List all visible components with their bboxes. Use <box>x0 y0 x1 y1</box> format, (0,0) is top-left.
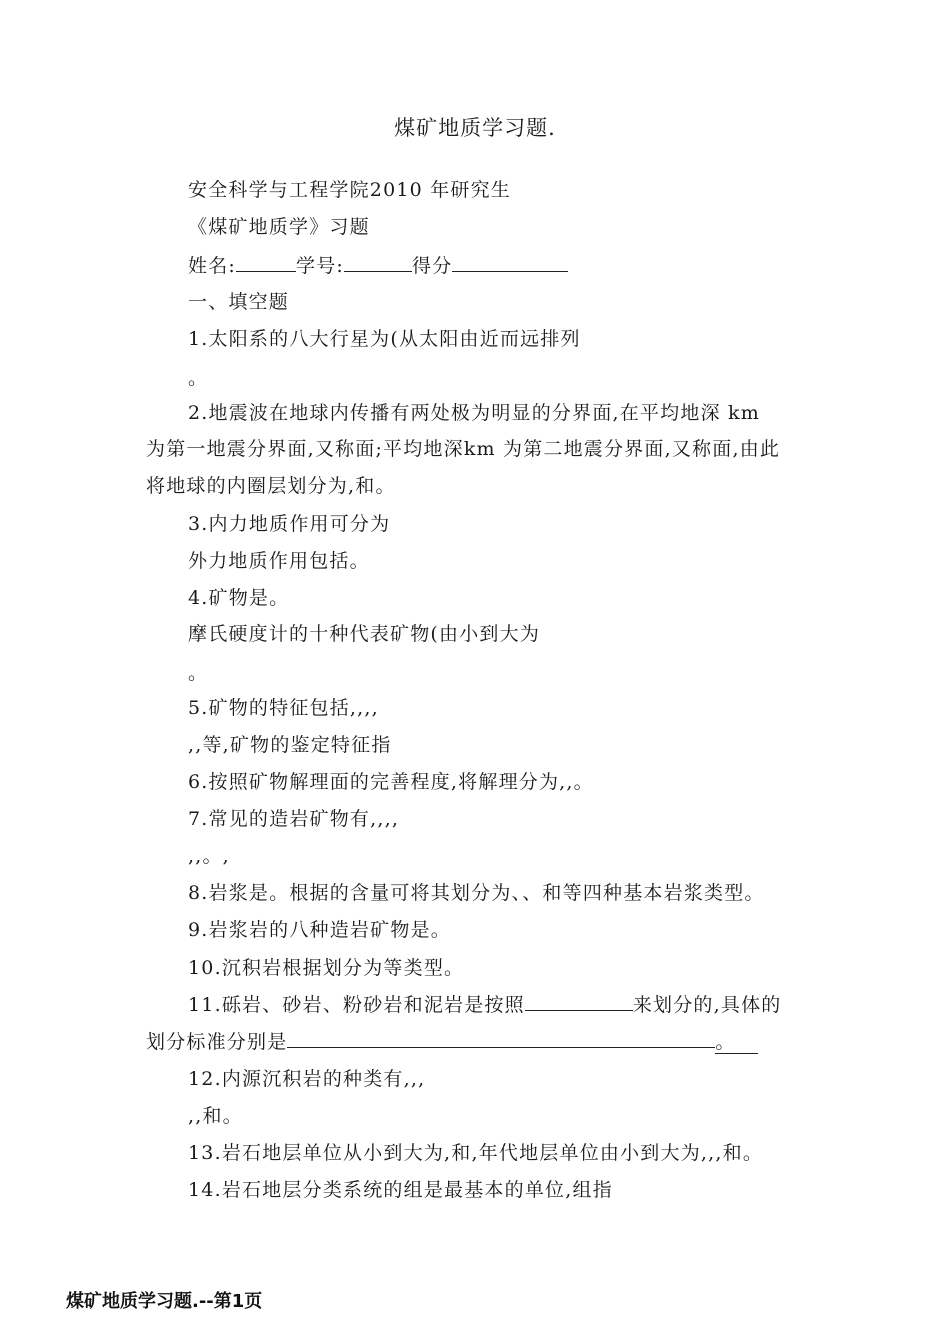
question-2-line-2: 为第一地震分界面,又称面;平均地深km 为第二地震分界面,又称面,由此 <box>146 438 781 460</box>
question-13: 13.岩石地层单位从小到大为,和,年代地层单位由小到大为,,,和。 <box>188 1142 764 1164</box>
course-line: 《煤矿地质学》习题 <box>188 216 370 238</box>
name-blank <box>236 253 296 272</box>
question-11-blank-1 <box>525 992 633 1011</box>
question-2-line-3: 将地球的内圈层划分为,和。 <box>146 475 396 497</box>
question-11-part-2: 来划分的,具体的 <box>632 994 782 1016</box>
question-1: 1.太阳系的八大行星为(从太阳由近而远排列 <box>188 328 581 350</box>
question-11-part-1: 11.砾岩、砂岩、粉砂岩和泥岩是按照 <box>188 994 525 1016</box>
question-9: 9.岩浆岩的八种造岩矿物是。 <box>188 919 451 941</box>
question-11-line-1 <box>188 992 781 1017</box>
dept-line: 安全科学与工程学院2010 年研究生 <box>188 179 511 201</box>
question-12-line-1: 12.内源沉积岩的种类有,,, <box>188 1068 426 1090</box>
question-11-part-3: 划分标准分别是 <box>146 1031 288 1053</box>
question-14: 14.岩石地层分类系统的组是最基本的单位,组指 <box>188 1179 613 1201</box>
question-3-line-1: 3.内力地质作用可分为 <box>188 513 391 535</box>
question-6: 6.按照矿物解理面的完善程度,将解理分为,,。 <box>188 771 594 793</box>
question-11-blank-2 <box>287 1029 715 1048</box>
question-5-line-2: ,,等,矿物的鉴定特征指 <box>188 734 392 756</box>
question-2-line-1: 2.地震波在地球内传播有两处极为明显的分界面,在平均地深 km <box>188 402 760 424</box>
question-4-line-1: 4.矿物是。 <box>188 587 290 609</box>
question-5-line-1: 5.矿物的特征包括,,,, <box>188 697 379 719</box>
student-info-line <box>188 253 568 278</box>
question-4-end: 。 <box>188 662 209 684</box>
question-1-end: 。 <box>188 367 209 389</box>
document-title: 煤矿地质学习题. <box>394 116 556 140</box>
question-10: 10.沉积岩根据划分为等类型。 <box>188 957 465 979</box>
question-11-end: 。 <box>715 1031 757 1054</box>
id-label: 学号: <box>296 255 345 277</box>
question-4-line-2: 摩氏硬度计的十种代表矿物(由小到大为 <box>188 623 541 645</box>
question-7-line-1: 7.常见的造岩矿物有,,,, <box>188 808 400 830</box>
question-8: 8.岩浆是。根据的含量可将其划分为、、和等四种基本岩浆类型。 <box>188 882 765 904</box>
question-7-line-2: ,,。, <box>188 845 230 867</box>
question-3-line-2: 外力地质作用包括。 <box>188 550 370 572</box>
section-heading: 一、填空题 <box>188 291 290 313</box>
question-12-line-2: ,,和。 <box>188 1105 243 1127</box>
question-11-line-2 <box>146 1029 758 1054</box>
page-footer: 煤矿地质学习题.--第1页 <box>66 1291 263 1312</box>
id-blank <box>344 253 412 272</box>
name-label: 姓名: <box>188 255 237 277</box>
score-label: 得分 <box>412 255 453 277</box>
score-blank <box>452 253 568 272</box>
